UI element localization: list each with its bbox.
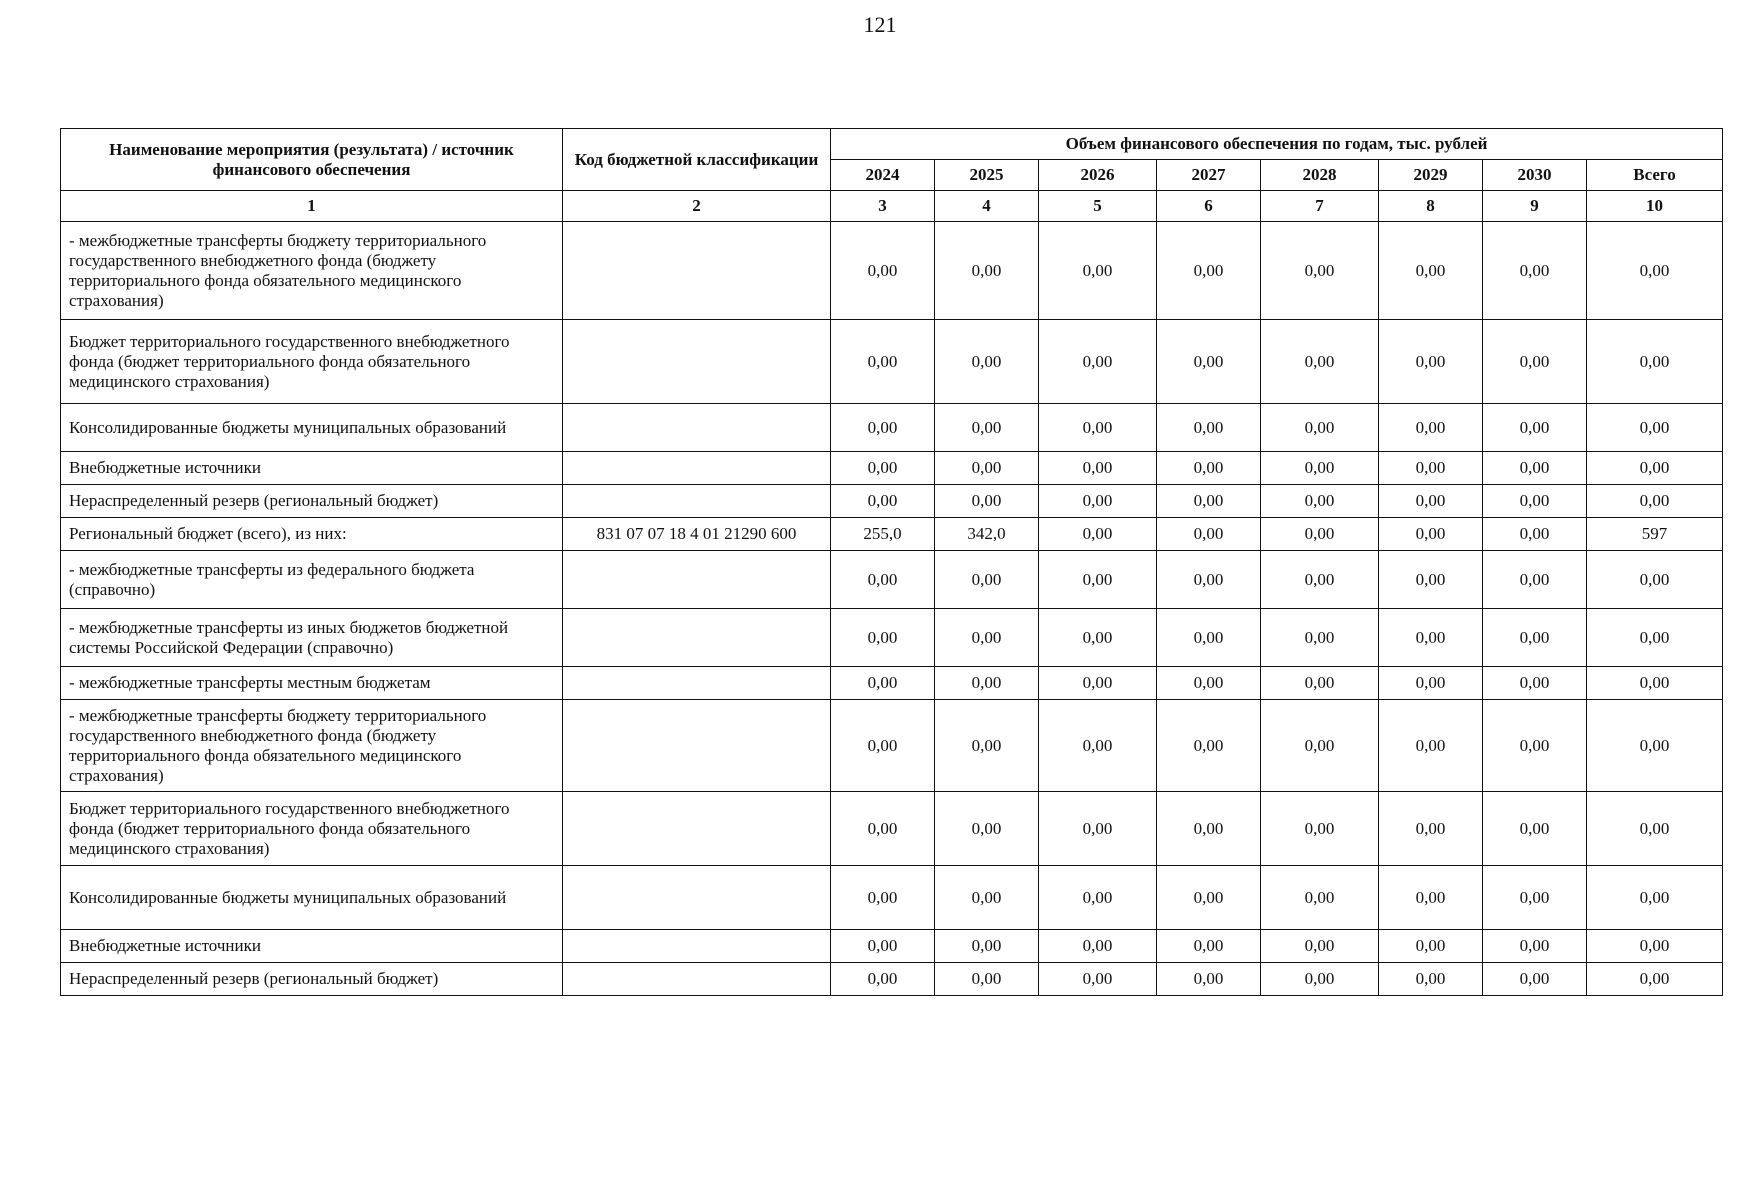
header-code-col: Код бюджетной классификации [563, 129, 831, 191]
row-year-value: 0,00 [1157, 485, 1261, 518]
column-number: 8 [1379, 191, 1483, 222]
row-name: Нераспределенный резерв (региональный бюджет) [61, 963, 563, 996]
row-year-value: 0,00 [1039, 700, 1157, 792]
row-year-value: 0,00 [1379, 792, 1483, 866]
row-year-value: 0,00 [831, 609, 935, 667]
table-row [61, 222, 1723, 320]
row-year-value: 0,00 [1039, 667, 1157, 700]
row-year-value: 0,00 [1039, 452, 1157, 485]
row-year-value: 0,00 [1261, 963, 1379, 996]
row-total-value: 0,00 [1587, 609, 1723, 667]
row-year-value: 0,00 [1157, 452, 1261, 485]
header-year: 2030 [1483, 160, 1587, 191]
row-total-value: 0,00 [1587, 792, 1723, 866]
row-year-value: 0,00 [1379, 700, 1483, 792]
row-year-value: 0,00 [935, 930, 1039, 963]
row-total-value: 0,00 [1587, 320, 1723, 404]
row-budget-code: 831 07 07 18 4 01 21290 600 [563, 518, 831, 551]
row-budget-code [563, 551, 831, 609]
header-year: 2028 [1261, 160, 1379, 191]
table-row [61, 452, 1723, 485]
row-total-value: 0,00 [1587, 452, 1723, 485]
row-year-value: 0,00 [1261, 792, 1379, 866]
row-year-value: 0,00 [1039, 963, 1157, 996]
row-year-value: 0,00 [1157, 930, 1261, 963]
row-total-value: 0,00 [1587, 667, 1723, 700]
row-total-value: 0,00 [1587, 222, 1723, 320]
row-budget-code [563, 963, 831, 996]
row-name: Бюджет территориального государственного внебюджетного фонда (бюджет территориального фонда обязательного медицинского страхования) [61, 320, 563, 404]
row-year-value: 0,00 [1483, 700, 1587, 792]
row-year-value: 0,00 [1483, 404, 1587, 452]
row-year-value: 0,00 [1379, 485, 1483, 518]
column-number: 2 [563, 191, 831, 222]
table-row [61, 963, 1723, 996]
row-year-value: 255,0 [831, 518, 935, 551]
row-year-value: 0,00 [935, 404, 1039, 452]
row-year-value: 0,00 [935, 963, 1039, 996]
row-year-value: 0,00 [935, 609, 1039, 667]
row-year-value: 0,00 [1157, 518, 1261, 551]
row-year-value: 0,00 [1039, 551, 1157, 609]
row-year-value: 0,00 [1483, 452, 1587, 485]
table-row [61, 700, 1723, 792]
row-budget-code [563, 222, 831, 320]
row-year-value: 0,00 [1261, 609, 1379, 667]
table-row [61, 551, 1723, 609]
row-year-value: 0,00 [1379, 609, 1483, 667]
row-year-value: 0,00 [1039, 222, 1157, 320]
row-year-value: 0,00 [831, 866, 935, 930]
row-year-value: 0,00 [1483, 222, 1587, 320]
financing-table [60, 128, 1723, 996]
column-number: 3 [831, 191, 935, 222]
row-year-value: 0,00 [935, 452, 1039, 485]
row-year-value: 0,00 [1157, 551, 1261, 609]
column-number: 6 [1157, 191, 1261, 222]
table-row [61, 320, 1723, 404]
row-year-value: 0,00 [831, 667, 935, 700]
row-year-value: 0,00 [1379, 222, 1483, 320]
column-number: 10 [1587, 191, 1723, 222]
row-year-value: 0,00 [1483, 792, 1587, 866]
row-name: - межбюджетные трансферты местным бюджетам [61, 667, 563, 700]
row-year-value: 0,00 [1379, 320, 1483, 404]
row-name: - межбюджетные трансферты бюджету территориального государственного внебюджетного фонда (бюджету территориального фонда обязательного медицинского страхования) [61, 222, 563, 320]
row-year-value: 0,00 [1483, 866, 1587, 930]
row-budget-code [563, 404, 831, 452]
table-row [61, 930, 1723, 963]
row-year-value: 0,00 [1379, 452, 1483, 485]
table-row [61, 404, 1723, 452]
table-header [61, 129, 1723, 222]
column-number: 1 [61, 191, 563, 222]
row-name: Нераспределенный резерв (региональный бюджет) [61, 485, 563, 518]
row-year-value: 0,00 [1039, 866, 1157, 930]
table-body [61, 222, 1723, 996]
row-name: Консолидированные бюджеты муниципальных образований [61, 866, 563, 930]
row-year-value: 0,00 [1039, 485, 1157, 518]
row-budget-code [563, 609, 831, 667]
row-year-value: 0,00 [1157, 222, 1261, 320]
row-total-value: 0,00 [1587, 963, 1723, 996]
row-year-value: 0,00 [1379, 930, 1483, 963]
row-year-value: 0,00 [831, 792, 935, 866]
row-year-value: 0,00 [935, 700, 1039, 792]
column-number: 5 [1039, 191, 1157, 222]
row-year-value: 0,00 [831, 320, 935, 404]
table-row [61, 667, 1723, 700]
row-budget-code [563, 667, 831, 700]
row-year-value: 0,00 [831, 930, 935, 963]
table-row [61, 518, 1723, 551]
row-year-value: 0,00 [1157, 320, 1261, 404]
row-year-value: 0,00 [1261, 518, 1379, 551]
row-year-value: 0,00 [1157, 700, 1261, 792]
row-name: Внебюджетные источники [61, 930, 563, 963]
row-year-value: 0,00 [1039, 518, 1157, 551]
row-year-value: 0,00 [1261, 320, 1379, 404]
row-total-value: 0,00 [1587, 485, 1723, 518]
row-budget-code [563, 320, 831, 404]
row-year-value: 0,00 [1483, 667, 1587, 700]
row-total-value: 597 [1587, 518, 1723, 551]
row-name: - межбюджетные трансферты бюджету территориального государственного внебюджетного фонда (бюджету территориального фонда обязательного медицинского страхования) [61, 700, 563, 792]
row-year-value: 0,00 [1157, 866, 1261, 930]
row-year-value: 0,00 [831, 963, 935, 996]
row-budget-code [563, 452, 831, 485]
row-year-value: 0,00 [1261, 930, 1379, 963]
row-year-value: 0,00 [1157, 667, 1261, 700]
row-name: Консолидированные бюджеты муниципальных образований [61, 404, 563, 452]
row-year-value: 0,00 [1039, 792, 1157, 866]
row-total-value: 0,00 [1587, 700, 1723, 792]
row-year-value: 0,00 [1483, 518, 1587, 551]
row-total-value: 0,00 [1587, 551, 1723, 609]
table-row [61, 485, 1723, 518]
row-total-value: 0,00 [1587, 404, 1723, 452]
row-budget-code [563, 700, 831, 792]
row-year-value: 0,00 [831, 452, 935, 485]
table-row [61, 609, 1723, 667]
row-year-value: 0,00 [831, 551, 935, 609]
column-number-row [61, 191, 1723, 222]
row-year-value: 0,00 [1261, 222, 1379, 320]
row-year-value: 0,00 [935, 222, 1039, 320]
header-year: 2027 [1157, 160, 1261, 191]
row-year-value: 0,00 [1261, 551, 1379, 609]
header-year: 2024 [831, 160, 935, 191]
row-year-value: 0,00 [1261, 667, 1379, 700]
header-row-1 [61, 129, 1723, 160]
row-year-value: 0,00 [935, 866, 1039, 930]
row-year-value: 0,00 [1483, 485, 1587, 518]
row-year-value: 0,00 [1261, 700, 1379, 792]
row-total-value: 0,00 [1587, 930, 1723, 963]
row-year-value: 0,00 [1483, 551, 1587, 609]
row-year-value: 0,00 [1379, 551, 1483, 609]
row-year-value: 0,00 [1379, 518, 1483, 551]
row-year-value: 0,00 [1379, 667, 1483, 700]
row-year-value: 0,00 [1379, 963, 1483, 996]
header-funding-group: Объем финансового обеспечения по годам, тыс. рублей [831, 129, 1723, 160]
row-year-value: 0,00 [935, 667, 1039, 700]
row-year-value: 0,00 [1379, 404, 1483, 452]
header-total: Всего [1587, 160, 1723, 191]
row-year-value: 0,00 [831, 700, 935, 792]
row-year-value: 0,00 [1483, 320, 1587, 404]
header-name-col: Наименование мероприятия (результата) / источник финансового обеспечения [61, 129, 563, 191]
column-number: 4 [935, 191, 1039, 222]
table-row [61, 792, 1723, 866]
row-year-value: 0,00 [1379, 866, 1483, 930]
row-year-value: 0,00 [1039, 320, 1157, 404]
row-year-value: 0,00 [1483, 963, 1587, 996]
row-year-value: 342,0 [935, 518, 1039, 551]
page-number: 121 [863, 12, 897, 37]
column-number: 7 [1261, 191, 1379, 222]
row-year-value: 0,00 [831, 485, 935, 518]
row-year-value: 0,00 [1157, 792, 1261, 866]
header-year: 2026 [1039, 160, 1157, 191]
column-number: 9 [1483, 191, 1587, 222]
row-year-value: 0,00 [1039, 404, 1157, 452]
row-budget-code [563, 485, 831, 518]
row-year-value: 0,00 [1261, 404, 1379, 452]
row-year-value: 0,00 [1261, 452, 1379, 485]
table-row [61, 866, 1723, 930]
header-year: 2025 [935, 160, 1039, 191]
header-year: 2029 [1379, 160, 1483, 191]
row-year-value: 0,00 [1261, 485, 1379, 518]
row-name: Региональный бюджет (всего), из них: [61, 518, 563, 551]
row-year-value: 0,00 [1039, 930, 1157, 963]
row-name: - межбюджетные трансферты из федерального бюджета (справочно) [61, 551, 563, 609]
row-year-value: 0,00 [1483, 930, 1587, 963]
row-year-value: 0,00 [935, 792, 1039, 866]
row-budget-code [563, 792, 831, 866]
row-name: Внебюджетные источники [61, 452, 563, 485]
row-year-value: 0,00 [1483, 609, 1587, 667]
row-name: - межбюджетные трансферты из иных бюджетов бюджетной системы Российской Федерации (справочно) [61, 609, 563, 667]
row-year-value: 0,00 [1039, 609, 1157, 667]
row-name: Бюджет территориального государственного внебюджетного фонда (бюджет территориального фонда обязательного медицинского страхования) [61, 792, 563, 866]
row-year-value: 0,00 [831, 222, 935, 320]
row-budget-code [563, 930, 831, 963]
row-year-value: 0,00 [1261, 866, 1379, 930]
row-year-value: 0,00 [1157, 963, 1261, 996]
row-total-value: 0,00 [1587, 866, 1723, 930]
row-year-value: 0,00 [935, 320, 1039, 404]
row-year-value: 0,00 [1157, 404, 1261, 452]
row-year-value: 0,00 [935, 485, 1039, 518]
row-year-value: 0,00 [935, 551, 1039, 609]
row-year-value: 0,00 [1157, 609, 1261, 667]
row-year-value: 0,00 [831, 404, 935, 452]
row-budget-code [563, 866, 831, 930]
